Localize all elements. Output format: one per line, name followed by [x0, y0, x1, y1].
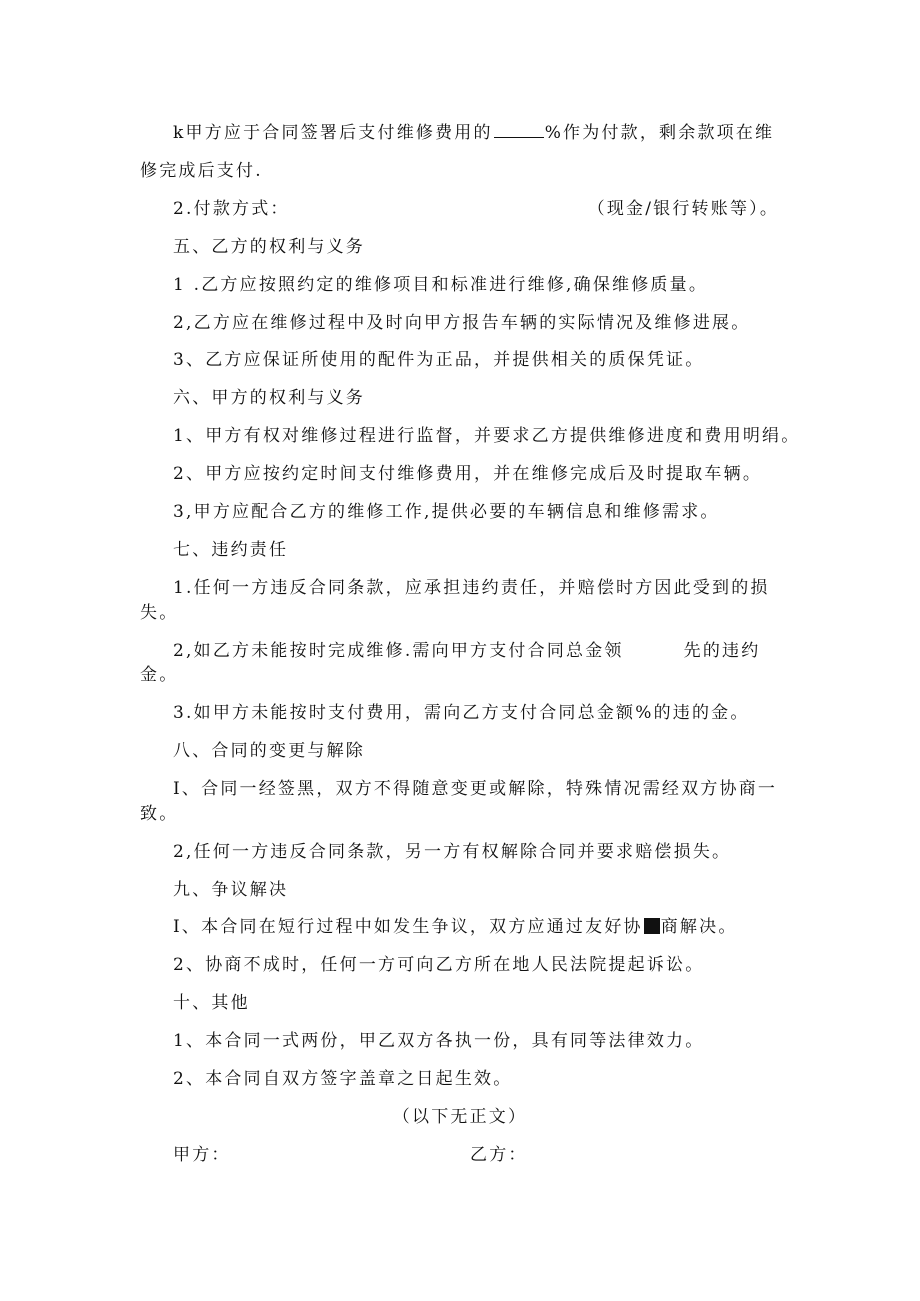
clause-5-2: 2,乙方应在维修过程中及时向甲方报告车辆的实际情况及维修进展。 — [173, 313, 751, 333]
text: k甲方应于合同签署后支付维修费用的 — [173, 123, 493, 143]
blank-underline — [494, 123, 544, 138]
text: I、本合同在短行过程中如发生争议，双方应通过友好协 — [173, 917, 643, 937]
signature-party-b: 乙方： — [470, 1145, 528, 1165]
section-heading-10: 十、其他 — [173, 993, 250, 1013]
section-heading-5: 五、乙方的权利与义务 — [173, 237, 365, 257]
clause-7-2 — [173, 641, 760, 661]
section-heading-9: 九、争议解决 — [173, 880, 289, 900]
text: %作为付款，剩余款项在维 — [544, 123, 775, 143]
clause-5-3: 3、乙方应保证所使用的配件为正品，并提供相关的质保凭证。 — [173, 350, 705, 370]
end-of-text-note: （以下无正文） — [392, 1107, 528, 1127]
payment-clause-1 — [173, 123, 774, 143]
section-heading-7: 七、违约责任 — [173, 540, 289, 560]
clause-8-1-cont: 致。 — [140, 804, 179, 824]
payment-clause-1-cont: 修完成后支付. — [140, 161, 263, 181]
clause-8-2: 2,任何一方违反合同条款，另一方有权解除合同并要求赔偿损失。 — [173, 842, 732, 862]
payment-clause-2 — [173, 199, 779, 219]
clause-7-1: 1.任何一方违反合同条款，应承担违约责任，并赔偿时方因此受到的损 — [173, 578, 770, 598]
clause-5-1: 1 .乙方应按照约定的维修项目和标准进行维修,确保维修质量。 — [173, 275, 709, 295]
text: 商解决。 — [660, 917, 738, 937]
clause-7-2-cont: 金。 — [140, 665, 179, 685]
clause-7-3: 3.如甲方未能按时支付费用，需向乙方支付合同总金额%的违的金。 — [173, 703, 750, 723]
clause-8-1: I、合同一经签黑，双方不得随意变更或解除，特殊情况需经双方协商一 — [173, 779, 778, 799]
text: （现金/银行转账等）。 — [587, 199, 780, 219]
clause-10-1: 1、本合同一式两份，甲乙双方各执一份，具有同等法律效力。 — [173, 1031, 705, 1051]
text: 2,如乙方未能按时完成维修.需向甲方支付合同总金领 — [173, 641, 624, 661]
section-heading-6: 六、甲方的权利与义务 — [173, 388, 365, 408]
text: 2.付款方式： — [173, 199, 290, 219]
clause-6-1: 1、甲方有权对维修过程进行监督，并要求乙方提供维修进度和费用明绢。 — [173, 426, 801, 446]
clause-6-2: 2、甲方应按约定时间支付维修费用，并在维修完成后及时提取车辆。 — [173, 464, 763, 484]
clause-10-2: 2、本合同自双方签字盖章之日起生效。 — [173, 1069, 513, 1089]
clause-9-1 — [173, 917, 738, 937]
clause-7-1-cont: 失。 — [140, 603, 179, 623]
clause-9-2: 2、协商不成时，任何一方可向乙方所在地人民法院提起诉讼。 — [173, 955, 705, 975]
clause-6-3: 3,甲方应配合乙方的维修工作,提供必要的车辆信息和维修需求。 — [173, 502, 720, 522]
signature-party-a: 甲方： — [173, 1145, 231, 1165]
text: 先的违约 — [683, 641, 761, 661]
redaction-block — [644, 918, 660, 934]
section-heading-8: 八、合同的变更与解除 — [173, 741, 365, 761]
